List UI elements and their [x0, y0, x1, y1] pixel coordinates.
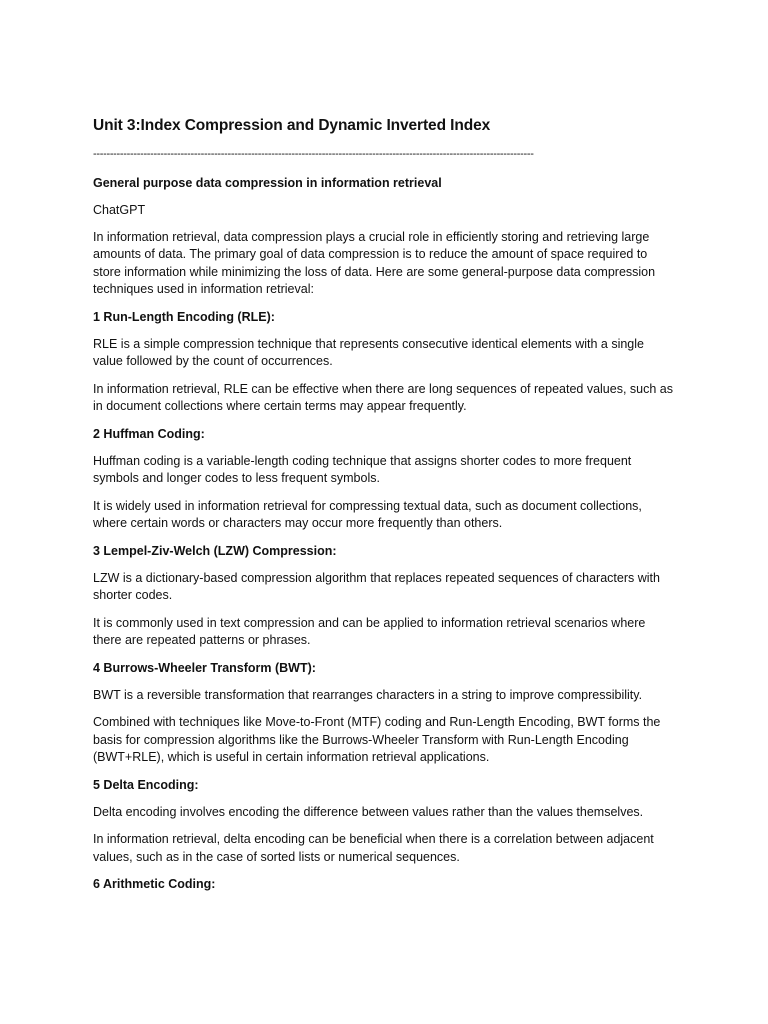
technique-paragraph: RLE is a simple compression technique that represents consecutive identical elements with a single value followed by the count of occurrences.: [93, 336, 644, 368]
dashed-divider: -----------------------------------------------------------------------------------------------------------------------------------: [93, 148, 534, 160]
technique-paragraph: BWT is a reversible transformation that rearranges characters in a string to improve compressibility.: [93, 687, 643, 702]
technique-paragraph: Delta encoding involves encoding the difference between values rather than the values themselves.: [93, 804, 644, 819]
technique-paragraph: Huffman coding is a variable-length coding technique that assigns shorter codes to more frequent symbols and longer codes to less frequent symbols.: [93, 453, 632, 485]
technique-heading-rle: 1 Run-Length Encoding (RLE):: [93, 309, 275, 324]
technique-heading-bwt: 4 Burrows-Wheeler Transform (BWT):: [93, 660, 316, 675]
document-page: [93, 116, 677, 893]
technique-heading-delta: 5 Delta Encoding:: [93, 777, 199, 792]
source-label: ChatGPT: [93, 203, 146, 217]
section-heading: General purpose data compression in information retrieval: [93, 176, 442, 190]
technique-heading-arithmetic: 6 Arithmetic Coding:: [93, 877, 216, 891]
technique-paragraph: LZW is a dictionary-based compression algorithm that replaces repeated sequences of characters with shorter codes.: [93, 570, 660, 602]
technique-paragraph: Combined with techniques like Move-to-Front (MTF) coding and Run-Length Encoding, BWT forms the basis for compression algorithms like the Burrows-Wheeler Transform with Run-Length Encoding (BWT+RLE), which is useful in certain information retrieval applications.: [93, 715, 661, 764]
technique-heading-lzw: 3 Lempel-Ziv-Welch (LZW) Compression:: [93, 543, 337, 558]
technique-heading-huffman: 2 Huffman Coding:: [93, 426, 205, 441]
document-title: Unit 3:Index Compression and Dynamic Inverted Index: [93, 117, 491, 134]
technique-paragraph: In information retrieval, RLE can be effective when there are long sequences of repeated values, such as in document collections where certain terms may appear frequently.: [93, 381, 673, 413]
technique-paragraph: It is commonly used in text compression and can be applied to information retrieval scenarios where there are repeated patterns or phrases.: [93, 615, 646, 647]
technique-paragraph: In information retrieval, delta encoding can be beneficial when there is a correlation between adjacent values, such as in the case of sorted lists or numerical sequences.: [93, 832, 654, 864]
intro-paragraph: In information retrieval, data compression plays a crucial role in efficiently storing and retrieving large amounts of data. The primary goal of data compression is to reduce the amount of space required to store information while minimizing the loss of data. Here are some general-purpose data compression techniques used in information retrieval:: [93, 229, 656, 296]
technique-paragraph: It is widely used in information retrieval for compressing textual data, such as document collections, where certain words or characters may occur more frequently than others.: [93, 498, 642, 530]
